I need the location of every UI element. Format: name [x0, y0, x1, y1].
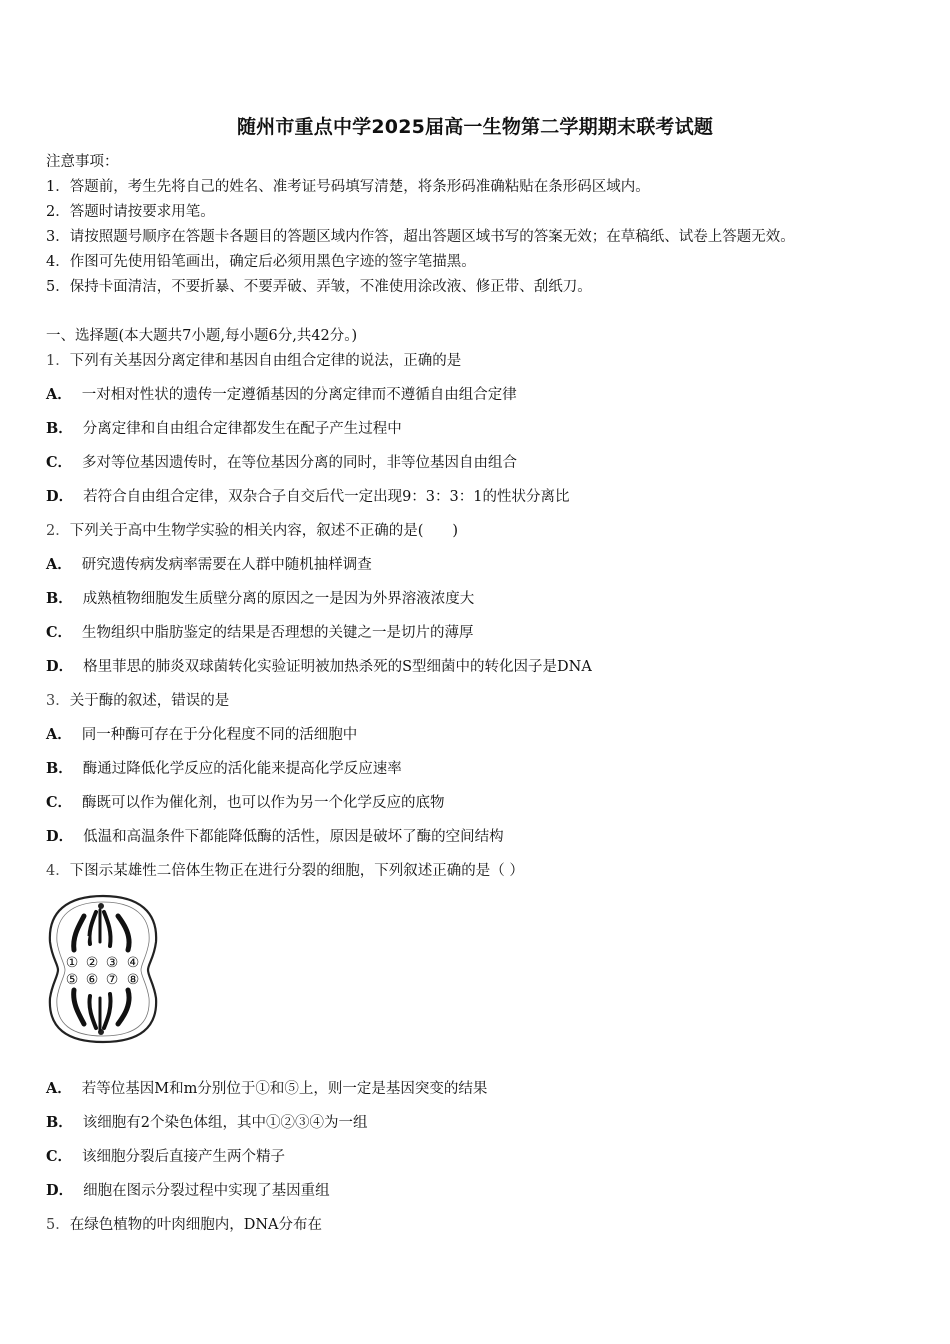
notice-item: 3．请按照题号顺序在答题卡各题目的答题区域内作答，超出答题区域书写的答案无效；在草稿纸、试卷上答题无效。: [46, 229, 795, 245]
option-2c: [46, 623, 474, 643]
question-text: 关于酶的叙述，错误的是: [69, 693, 230, 709]
option-text: 该细胞有2个染色体组，其中①②③④为一组: [82, 1115, 368, 1131]
notice-item: 4．作图可先使用铅笔画出，确定后必须用黑色字迹的签字笔描黑。: [46, 254, 476, 270]
option-text: 细胞在图示分裂过程中实现了基因重组: [83, 1183, 330, 1199]
question-4: [46, 861, 524, 881]
figure-label: ④: [126, 955, 140, 971]
option-text: 酶通过降低化学反应的活化能来提高化学反应速率: [82, 761, 402, 777]
option-3c: [46, 793, 445, 813]
option-text: 生物组织中脂肪鉴定的结果是否理想的关键之一是切片的薄厚: [82, 625, 474, 641]
option-text: 一对相对性状的遗传一定遵循基因的分离定律而不遵循自由组合定律: [81, 387, 517, 403]
option-text: 若等位基因M和m分别位于①和⑤上，则一定是基因突变的结果: [81, 1081, 488, 1097]
option-text: 多对等位基因遗传时，在等位基因分离的同时，非等位基因自由组合: [82, 455, 518, 471]
option-3d: [46, 827, 504, 847]
question-number: 5．: [46, 1217, 70, 1233]
option-text: 酶既可以作为催化剂，也可以作为另一个化学反应的底物: [82, 795, 445, 811]
option-text: 该细胞分裂后直接产生两个精子: [82, 1149, 286, 1165]
section-heading: 一、选择题(本大题共7小题,每小题6分,共42分。): [46, 328, 358, 344]
notice-item: 1．答题前，考生先将自己的姓名、准考证号码填写清楚，将条形码准确粘贴在条形码区域内。: [46, 179, 650, 195]
option-label: C．: [46, 624, 73, 641]
option-label: C．: [46, 454, 73, 471]
figure-label: ①: [65, 955, 79, 971]
question-number: 4．: [46, 863, 70, 879]
option-2d: [46, 657, 592, 677]
notice-item: 5．保持卡面清洁，不要折暴、不要弄破、弄皱，不准使用涂改液、修正带、刮纸刀。: [46, 279, 592, 295]
notice-item: 2．答题时请按要求用笔。: [46, 204, 215, 220]
option-1a: [46, 385, 517, 405]
question-2: [46, 521, 458, 541]
option-label: A．: [46, 556, 72, 573]
option-3b: [46, 759, 402, 779]
question-5: [46, 1215, 322, 1235]
option-1c: [46, 453, 517, 473]
cell-diagram: [44, 892, 162, 1048]
option-3a: [46, 725, 357, 745]
figure-label: ⑧: [126, 972, 140, 988]
page-title: 随州市重点中学2025届高一生物第二学期期末联考试题: [236, 116, 714, 138]
option-text: 低温和高温条件下都能降低酶的活性，原因是破坏了酶的空间结构: [83, 829, 504, 845]
option-text: 研究遗传病发病率需要在人群中随机抽样调查: [81, 557, 372, 573]
option-text: 若符合自由组合定律，双杂合子自交后代一定出现9：3：3：1的性状分离比: [83, 489, 570, 505]
option-label: D．: [46, 488, 74, 505]
question-number: 2．: [46, 523, 70, 539]
option-2a: [46, 555, 372, 575]
option-text: 成熟植物细胞发生质壁分离的原因之一是因为外界溶液浓度大: [82, 591, 475, 607]
figure-label: ⑦: [105, 972, 119, 988]
question-3: [46, 691, 229, 711]
option-text: 格里菲思的肺炎双球菌转化实验证明被加热杀死的S型细菌中的转化因子是DNA: [83, 659, 592, 675]
option-4c: [46, 1147, 285, 1167]
figure-label: ⑥: [85, 972, 99, 988]
cell-division-figure: [44, 892, 162, 1048]
notice-heading: 注意事项：: [46, 154, 119, 170]
option-4b: [46, 1113, 368, 1133]
option-label: B．: [46, 1114, 73, 1131]
question-number: 3．: [46, 693, 70, 709]
question-text: 下列关于高中生物学实验的相关内容，叙述不正确的是( ): [69, 523, 459, 539]
option-label: B．: [46, 590, 73, 607]
option-label: D．: [46, 828, 74, 845]
option-label: A．: [46, 386, 72, 403]
figure-label: ⑤: [65, 972, 79, 988]
option-label: D．: [46, 1182, 74, 1199]
option-4d: [46, 1181, 330, 1201]
option-text: 同一种酶可存在于分化程度不同的活细胞中: [81, 727, 358, 743]
option-4a: [46, 1079, 487, 1099]
figure-label: ②: [85, 955, 99, 971]
question-text: 下列有关基因分离定律和基因自由组合定律的说法，正确的是: [69, 353, 462, 369]
option-label: B．: [46, 420, 73, 437]
question-text: 下图示某雄性二倍体生物正在进行分裂的细胞，下列叙述正确的是（ ）: [69, 863, 524, 879]
question-text: 在绿色植物的叶肉细胞内，DNA分布在: [69, 1217, 323, 1233]
option-1b: [46, 419, 402, 439]
option-2b: [46, 589, 474, 609]
option-label: C．: [46, 794, 73, 811]
option-1d: [46, 487, 569, 507]
option-label: A．: [46, 726, 72, 743]
figure-label: ③: [105, 955, 119, 971]
option-label: B．: [46, 760, 73, 777]
option-label: A．: [46, 1080, 72, 1097]
question-1: [46, 351, 461, 371]
option-label: D．: [46, 658, 74, 675]
option-label: C．: [46, 1148, 73, 1165]
option-text: 分离定律和自由组合定律都发生在配子产生过程中: [82, 421, 402, 437]
question-number: 1．: [46, 353, 70, 369]
